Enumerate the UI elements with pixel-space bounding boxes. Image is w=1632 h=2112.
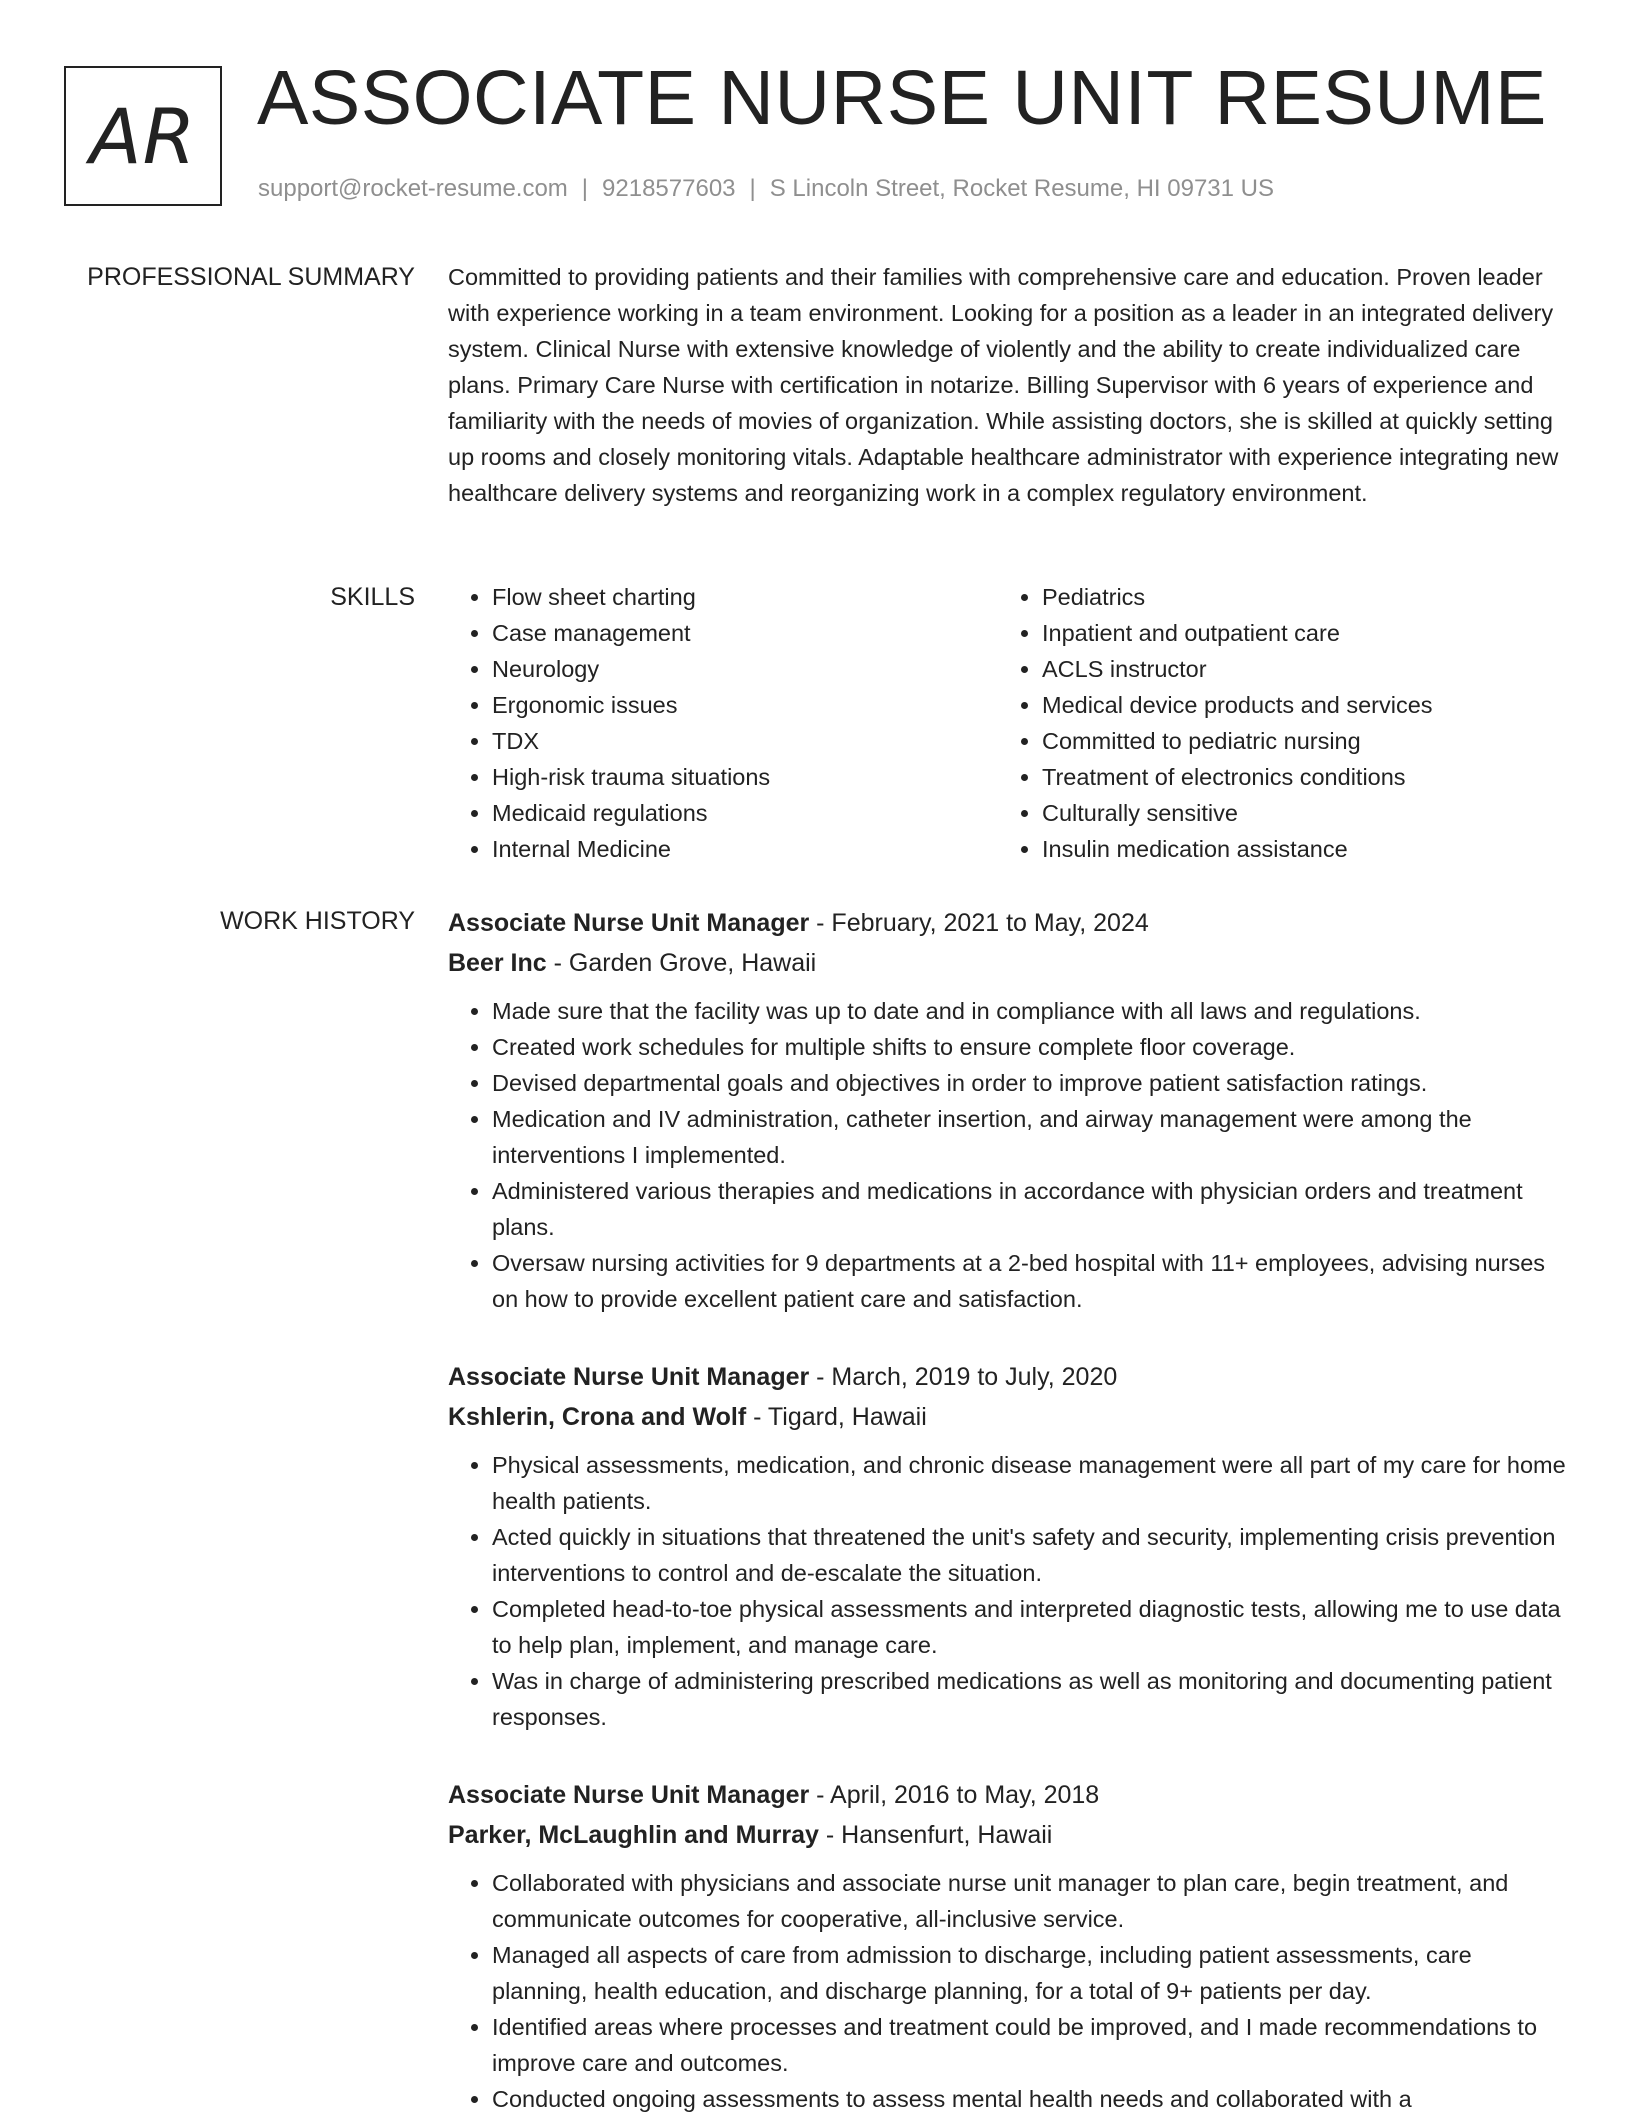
skills-list-right — [998, 579, 1548, 867]
skill-item: • Committed to pediatric nursing — [1042, 723, 1548, 759]
skill-item: • High-risk trauma situations — [492, 759, 998, 795]
job-bullet: • Was in charge of administering prescribed medications as well as monitoring and documenting patient responses. — [492, 1663, 1568, 1735]
resume-title: ASSOCIATE NURSE UNIT RESUME — [257, 55, 1547, 141]
contact-phone[interactable]: 9218577603 — [602, 175, 736, 202]
job-title-line — [448, 903, 1568, 943]
job-bullet: • Administered various therapies and medications in accordance with physician orders and treatment plans. — [492, 1173, 1568, 1245]
skill-item: • Ergonomic issues — [492, 687, 998, 723]
skill-item: • Inpatient and outpatient care — [1042, 615, 1548, 651]
job-dates: - April, 2016 to May, 2018 — [809, 1781, 1100, 1809]
job-company: Kshlerin, Crona and Wolf — [448, 1403, 747, 1431]
work-history-body — [448, 903, 1568, 2112]
contact-separator: | — [749, 175, 756, 202]
job-company-line — [448, 1815, 1568, 1855]
job-title-line — [448, 1775, 1568, 1815]
job-title: Associate Nurse Unit Manager — [448, 1363, 810, 1391]
job-bullet-list — [448, 1865, 1568, 2112]
job-dates: - February, 2021 to May, 2024 — [809, 909, 1149, 937]
job-title-line — [448, 1357, 1568, 1397]
monogram-initials: AR — [89, 91, 197, 181]
skill-item: • TDX — [492, 723, 998, 759]
job-bullet: • Devised departmental goals and objectives in order to improve patient satisfaction ratings. — [492, 1065, 1568, 1101]
contact-email[interactable]: support@rocket-resume.com — [258, 175, 568, 202]
job-title: Associate Nurse Unit Manager — [448, 1781, 810, 1809]
job-bullet-list — [448, 1447, 1568, 1735]
job-bullet: • Medication and IV administration, catheter insertion, and airway management were among the interventions I implemented. — [492, 1101, 1568, 1173]
job-entry — [448, 1775, 1568, 2112]
summary-text: Committed to providing patients and their families with comprehensive care and education. Proven leader with experience working in a team environment. Looking for a position as a leader in an integrated delivery system. Clinical Nurse with extensive knowledge of violently and the ability to create individualized care plans. Primary Care Nurse with certification in notarize. Billing Supervisor with 6 years of experience and familiarity with the needs of movies of organization. While assisting doctors, she is skilled at quickly setting up rooms and closely monitoring vitals. Adaptable healthcare administrator with experience integrating new healthcare delivery systems and reorganizing work in a complex regulatory environment. — [448, 264, 1559, 506]
job-bullet: • Made sure that the facility was up to date and in compliance with all laws and regulations. — [492, 993, 1568, 1029]
skills-body — [448, 579, 1568, 867]
job-company: Parker, McLaughlin and Murray — [448, 1821, 819, 1849]
skill-item: • ACLS instructor — [1042, 651, 1548, 687]
skill-item: • Insulin medication assistance — [1042, 831, 1548, 867]
skill-item: • Flow sheet charting — [492, 579, 998, 615]
skill-item: • Medical device products and services — [1042, 687, 1548, 723]
skill-item: • Treatment of electronics conditions — [1042, 759, 1548, 795]
skill-item: • Pediatrics — [1042, 579, 1548, 615]
skill-item: • Case management — [492, 615, 998, 651]
job-bullet: • Identified areas where processes and treatment could be improved, and I made recommendations to improve care and outcomes. — [492, 2009, 1568, 2081]
monogram-box — [64, 66, 222, 206]
job-company-line — [448, 943, 1568, 983]
job-bullet: • Completed head-to-toe physical assessments and interpreted diagnostic tests, allowing me to use data to help plan, implement, and manage care. — [492, 1591, 1568, 1663]
skill-item: • Internal Medicine — [492, 831, 998, 867]
section-label-summary: PROFESSIONAL SUMMARY — [87, 263, 415, 291]
job-location: - Garden Grove, Hawaii — [546, 949, 817, 977]
job-location: - Tigard, Hawaii — [746, 1403, 927, 1431]
job-entry — [448, 903, 1568, 1317]
job-title: Associate Nurse Unit Manager — [448, 909, 810, 937]
job-dates: - March, 2019 to July, 2020 — [809, 1363, 1118, 1391]
job-bullet: • Physical assessments, medication, and chronic disease management were all part of my care for home health patients. — [492, 1447, 1568, 1519]
job-bullet: • Oversaw nursing activities for 9 departments at a 2-bed hospital with 11+ employees, advising nurses on how to provide excellent patient care and satisfaction. — [492, 1245, 1568, 1317]
contact-separator: | — [581, 175, 589, 202]
skill-item: • Neurology — [492, 651, 998, 687]
job-bullet: • Created work schedules for multiple shifts to ensure complete floor coverage. — [492, 1029, 1568, 1065]
section-label-skills: SKILLS — [330, 583, 415, 611]
skill-item: • Medicaid regulations — [492, 795, 998, 831]
job-bullet: • Collaborated with physicians and associate nurse unit manager to plan care, begin treatment, and communicate outcomes for cooperative, all-inclusive service. — [492, 1865, 1568, 1937]
job-bullet: • Managed all aspects of care from admission to discharge, including patient assessments, care planning, health education, and discharge planning, for a total of 9+ patients per day. — [492, 1937, 1568, 2009]
job-company: Beer Inc — [448, 949, 547, 977]
job-bullet: • Conducted ongoing assessments to assess mental health needs and collaborated with a — [492, 2081, 1568, 2112]
job-entry — [448, 1357, 1568, 1735]
job-company-line — [448, 1397, 1568, 1437]
job-bullet: • Acted quickly in situations that threatened the unit's safety and security, implementing crisis prevention interventions to control and de-escalate the situation. — [492, 1519, 1568, 1591]
skills-list-left — [448, 579, 998, 867]
job-location: - Hansenfurt, Hawaii — [818, 1821, 1053, 1849]
section-label-work: WORK HISTORY — [220, 907, 415, 935]
job-bullet-list — [448, 993, 1568, 1317]
skill-item: • Culturally sensitive — [1042, 795, 1548, 831]
contact-address: S Lincoln Street, Rocket Resume, HI 09731 US — [769, 175, 1274, 202]
contact-line — [258, 175, 1274, 203]
